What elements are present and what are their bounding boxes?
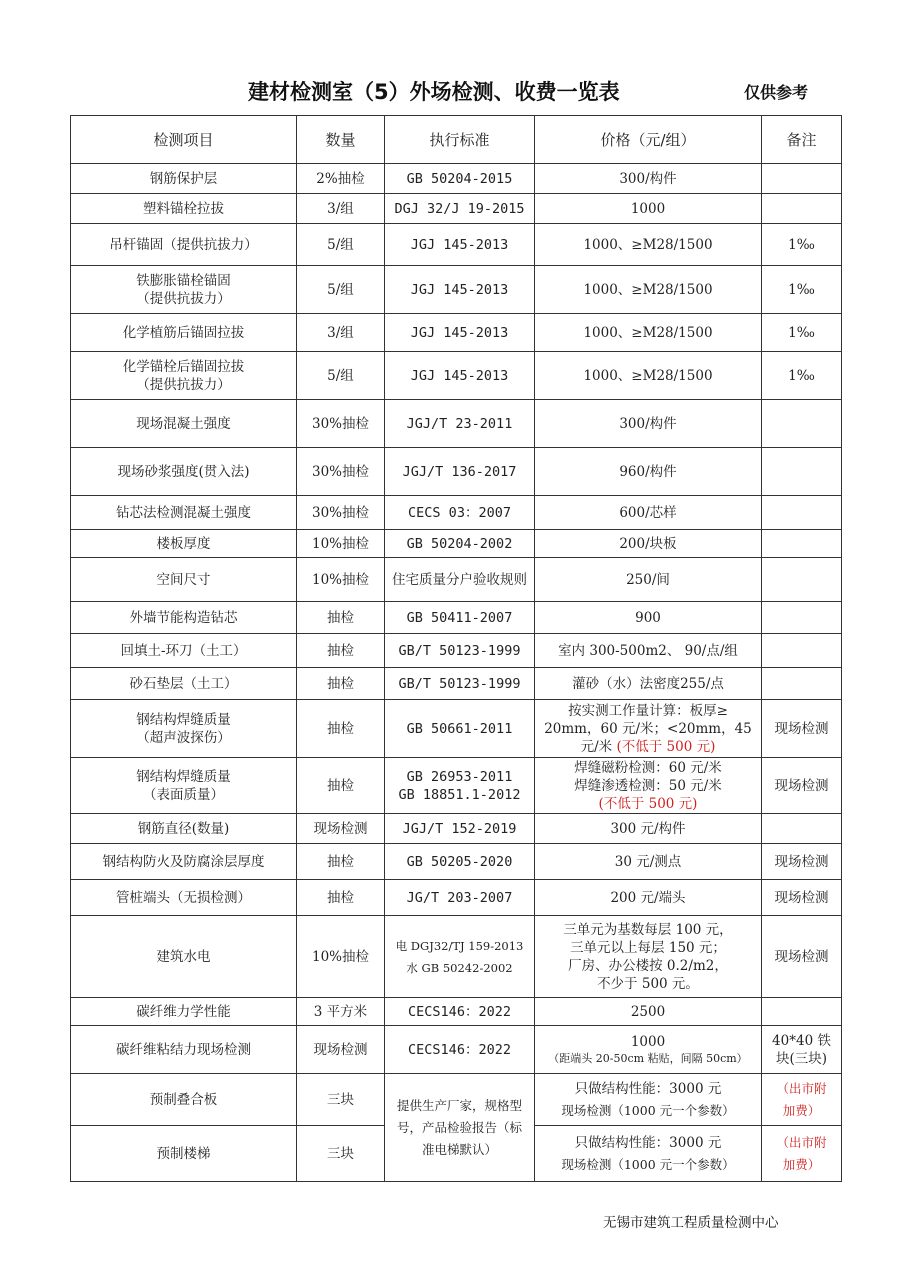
table-row (71, 602, 842, 634)
standard-line-1: 电 DGJ32/TJ 159-2013 (395, 938, 524, 953)
note-cell: 现场检测 (762, 844, 842, 880)
standard-cell: GB/T 50123-1999 (385, 668, 535, 700)
price-unit: 元/米 (580, 738, 613, 755)
item-cell: 钢筋直径(数量) (71, 814, 297, 844)
note-line-1: 40*40 铁 (772, 1032, 831, 1049)
table-row (71, 880, 842, 916)
item-cell: 外墙节能构造钻芯 (71, 602, 297, 634)
price-cell: 200 元/端头 (535, 880, 762, 916)
qty-cell: 30%抽检 (297, 448, 385, 496)
price-cell: 200/块板 (535, 530, 762, 558)
note-line-1: （出市附 (776, 1080, 827, 1096)
price-line-1: 焊缝磁粉检测：60 元/米 (574, 759, 722, 776)
price-line-3: 厂房、办公楼按 0.2/m2， (568, 957, 728, 974)
issuer-footer: 无锡市建筑工程质量检测中心 (603, 1215, 779, 1231)
note-cell: 1‰ (762, 314, 842, 352)
standard-cell: CECS 03：2007 (385, 496, 535, 530)
item-cell: 砂石垫层（土工） (71, 668, 297, 700)
item-line-1: 钢结构焊缝质量 (136, 711, 231, 728)
standard-cell: JGJ 145-2013 (385, 266, 535, 314)
title-bar (0, 74, 910, 108)
minimum-fee-note: (不低于 500 元) (616, 738, 716, 755)
standard-cell: 住宅质量分户验收规则 (385, 558, 535, 602)
price-line-1: 三单元为基数每层 100 元， (563, 921, 733, 938)
note-cell (762, 558, 842, 602)
note-cell (762, 602, 842, 634)
note-line-1: （出市附 (776, 1134, 827, 1150)
standard-line-2: 水 GB 50242-2002 (406, 960, 513, 975)
note-cell (762, 1026, 842, 1074)
item-cell: 吊杆锚固（提供抗拔力） (71, 224, 297, 266)
qty-cell: 30%抽检 (297, 400, 385, 448)
note-line-2: 加费） (782, 1156, 821, 1172)
table-row (71, 400, 842, 448)
price-cell (535, 758, 762, 814)
item-cell: 塑料锚栓拉拔 (71, 194, 297, 224)
price-cell: 300/构件 (535, 164, 762, 194)
table-row (71, 530, 842, 558)
table-row (71, 1074, 842, 1126)
qty-cell: 3 平方米 (297, 998, 385, 1026)
qty-cell: 抽检 (297, 844, 385, 880)
item-line-2: （超声波探伤） (136, 729, 231, 746)
item-line-2: （表面质量） (143, 786, 224, 803)
standard-cell: CECS146：2022 (385, 1026, 535, 1074)
price-cell: 1000 (535, 194, 762, 224)
note-cell (762, 668, 842, 700)
qty-cell: 30%抽检 (297, 496, 385, 530)
standard-cell (385, 1074, 535, 1182)
standard-cell: JGJ 145-2013 (385, 352, 535, 400)
price-cell: 1000、≥M28/1500 (535, 314, 762, 352)
price-cell: 1000、≥M28/1500 (535, 224, 762, 266)
note-cell (762, 400, 842, 448)
qty-cell: 3/组 (297, 314, 385, 352)
price-cell: 室内 300-500m2、 90/点/组 (535, 634, 762, 668)
table-row (71, 266, 842, 314)
table-row (71, 814, 842, 844)
standard-line-2: GB 18851.1-2012 (398, 786, 521, 803)
item-cell: 预制楼梯 (71, 1126, 297, 1182)
item-cell: 建筑水电 (71, 916, 297, 998)
table-row (71, 916, 842, 998)
standard-cell: GB 50204-2015 (385, 164, 535, 194)
note-cell (762, 530, 842, 558)
note-cell: 1‰ (762, 266, 842, 314)
header-note: 备注 (762, 116, 842, 164)
qty-cell: 三块 (297, 1074, 385, 1126)
price-cell (535, 1074, 762, 1126)
standard-cell: GB 50204-2002 (385, 530, 535, 558)
item-cell: 空间尺寸 (71, 558, 297, 602)
table-row (71, 352, 842, 400)
price-line-3 (538, 738, 758, 756)
item-cell: 钢筋保护层 (71, 164, 297, 194)
price-cell: 960/构件 (535, 448, 762, 496)
item-cell (71, 758, 297, 814)
page-title: 建材检测室（5）外场检测、收费一览表 (248, 80, 620, 104)
price-cell: 2500 (535, 998, 762, 1026)
item-cell: 碳纤维粘结力现场检测 (71, 1026, 297, 1074)
standard-cell (385, 916, 535, 998)
item-cell: 现场砂浆强度(贯入法) (71, 448, 297, 496)
header-row (71, 116, 842, 164)
table-row (71, 998, 842, 1026)
price-cell (535, 1026, 762, 1074)
standard-line-2: 号，产品检验报告（标 (396, 1119, 522, 1135)
note-cell (762, 998, 842, 1026)
price-cell (535, 916, 762, 998)
item-cell: 楼板厚度 (71, 530, 297, 558)
price-line-2: 20mm，60 元/米；<20mm，45 (544, 720, 752, 737)
standard-cell: GB 50411-2007 (385, 602, 535, 634)
standard-cell: CECS146：2022 (385, 998, 535, 1026)
price-line-2: 焊缝渗透检测：50 元/米 (574, 777, 722, 794)
qty-cell: 5/组 (297, 352, 385, 400)
table-row (71, 558, 842, 602)
standard-cell: JGJ/T 136-2017 (385, 448, 535, 496)
item-line-1: 钢结构焊缝质量 (136, 768, 231, 785)
item-line-2: （提供抗拔力） (136, 376, 231, 393)
qty-cell: 抽检 (297, 634, 385, 668)
standard-cell: JG/T 203-2007 (385, 880, 535, 916)
qty-cell: 抽检 (297, 668, 385, 700)
item-cell: 碳纤维力学性能 (71, 998, 297, 1026)
note-cell: 现场检测 (762, 916, 842, 998)
fee-table (70, 115, 842, 1182)
header-item: 检测项目 (71, 116, 297, 164)
table-row (71, 194, 842, 224)
note-cell (762, 496, 842, 530)
note-cell (762, 814, 842, 844)
note-line-2: 加费） (782, 1102, 821, 1118)
item-cell (71, 352, 297, 400)
note-cell (762, 448, 842, 496)
qty-cell: 10%抽检 (297, 558, 385, 602)
note-cell: 1‰ (762, 352, 842, 400)
item-cell: 现场混凝土强度 (71, 400, 297, 448)
price-cell: 900 (535, 602, 762, 634)
table-row (71, 314, 842, 352)
price-cell: 30 元/测点 (535, 844, 762, 880)
minimum-fee-note: (不低于 500 元) (598, 795, 698, 812)
qty-cell: 三块 (297, 1126, 385, 1182)
qty-cell: 10%抽检 (297, 530, 385, 558)
note-line-2: 块(三块) (775, 1050, 828, 1067)
standard-cell: GB/T 50123-1999 (385, 634, 535, 668)
table-row (71, 496, 842, 530)
price-line-1: 1000 (630, 1034, 666, 1050)
price-cell (535, 1126, 762, 1182)
item-cell: 预制叠合板 (71, 1074, 297, 1126)
note-cell: 现场检测 (762, 700, 842, 758)
qty-cell: 抽检 (297, 758, 385, 814)
standard-line-1: 提供生产厂家，规格型 (396, 1097, 522, 1113)
standard-cell (385, 758, 535, 814)
standard-cell: JGJ/T 23-2011 (385, 400, 535, 448)
price-cell: 250/间 (535, 558, 762, 602)
standard-cell: JGJ 145-2013 (385, 314, 535, 352)
note-cell (762, 1074, 842, 1126)
note-cell: 1‰ (762, 224, 842, 266)
price-cell: 灌砂（水）法密度255/点 (535, 668, 762, 700)
standard-line-1: GB 26953-2011 (406, 768, 513, 785)
qty-cell: 抽检 (297, 602, 385, 634)
price-line-2: （距端头 20-50cm 粘贴，间隔 50cm） (548, 1052, 748, 1065)
price-cell: 1000、≥M28/1500 (535, 352, 762, 400)
standard-line-3: 准电梯默认） (421, 1141, 497, 1157)
standard-cell: JGJ 145-2013 (385, 224, 535, 266)
qty-cell: 现场检测 (297, 814, 385, 844)
note-cell (762, 634, 842, 668)
note-cell: 现场检测 (762, 758, 842, 814)
table-row (71, 700, 842, 758)
table-row (71, 448, 842, 496)
item-cell (71, 266, 297, 314)
price-line-1: 只做结构性能：3000 元 (574, 1080, 722, 1097)
item-cell: 化学植筋后锚固拉拔 (71, 314, 297, 352)
price-line-2: 现场检测（1000 元一个参数） (561, 1156, 735, 1172)
price-cell: 300 元/构件 (535, 814, 762, 844)
price-line-1: 按实测工作量计算：板厚≥ (568, 702, 728, 719)
table-row (71, 164, 842, 194)
qty-cell: 2%抽检 (297, 164, 385, 194)
note-cell (762, 1126, 842, 1182)
item-cell: 管桩端头（无损检测） (71, 880, 297, 916)
table-row (71, 1026, 842, 1074)
qty-cell: 10%抽检 (297, 916, 385, 998)
header-qty: 数量 (297, 116, 385, 164)
price-cell: 1000、≥M28/1500 (535, 266, 762, 314)
header-standard: 执行标准 (385, 116, 535, 164)
table-row (71, 634, 842, 668)
note-cell (762, 194, 842, 224)
standard-cell: GB 50205-2020 (385, 844, 535, 880)
price-line-1: 只做结构性能：3000 元 (574, 1134, 722, 1151)
table-row (71, 224, 842, 266)
standard-cell: DGJ 32/J 19-2015 (385, 194, 535, 224)
table-row (71, 758, 842, 814)
table-row (71, 668, 842, 700)
item-cell: 回填土-环刀（土工） (71, 634, 297, 668)
item-cell: 钻芯法检测混凝土强度 (71, 496, 297, 530)
qty-cell: 5/组 (297, 224, 385, 266)
price-line-2: 三单元以上每层 150 元； (570, 939, 726, 956)
qty-cell: 现场检测 (297, 1026, 385, 1074)
item-line-2: （提供抗拔力） (136, 290, 231, 307)
reference-note: 仅供参考 (744, 83, 809, 102)
note-cell (762, 164, 842, 194)
price-cell (535, 700, 762, 758)
item-cell (71, 700, 297, 758)
table-row (71, 844, 842, 880)
qty-cell: 抽检 (297, 700, 385, 758)
header-price: 价格（元/组） (535, 116, 762, 164)
item-line-1: 铁膨胀锚栓锚固 (136, 272, 231, 289)
note-cell: 现场检测 (762, 880, 842, 916)
qty-cell: 3/组 (297, 194, 385, 224)
price-cell: 300/构件 (535, 400, 762, 448)
standard-cell: GB 50661-2011 (385, 700, 535, 758)
qty-cell: 抽检 (297, 880, 385, 916)
item-cell: 钢结构防火及防腐涂层厚度 (71, 844, 297, 880)
qty-cell: 5/组 (297, 266, 385, 314)
price-line-2: 现场检测（1000 元一个参数） (561, 1102, 735, 1118)
price-line-4: 不少于 500 元。 (597, 975, 699, 992)
price-cell: 600/芯样 (535, 496, 762, 530)
item-line-1: 化学锚栓后锚固拉拔 (122, 358, 245, 375)
standard-cell: JGJ/T 152-2019 (385, 814, 535, 844)
